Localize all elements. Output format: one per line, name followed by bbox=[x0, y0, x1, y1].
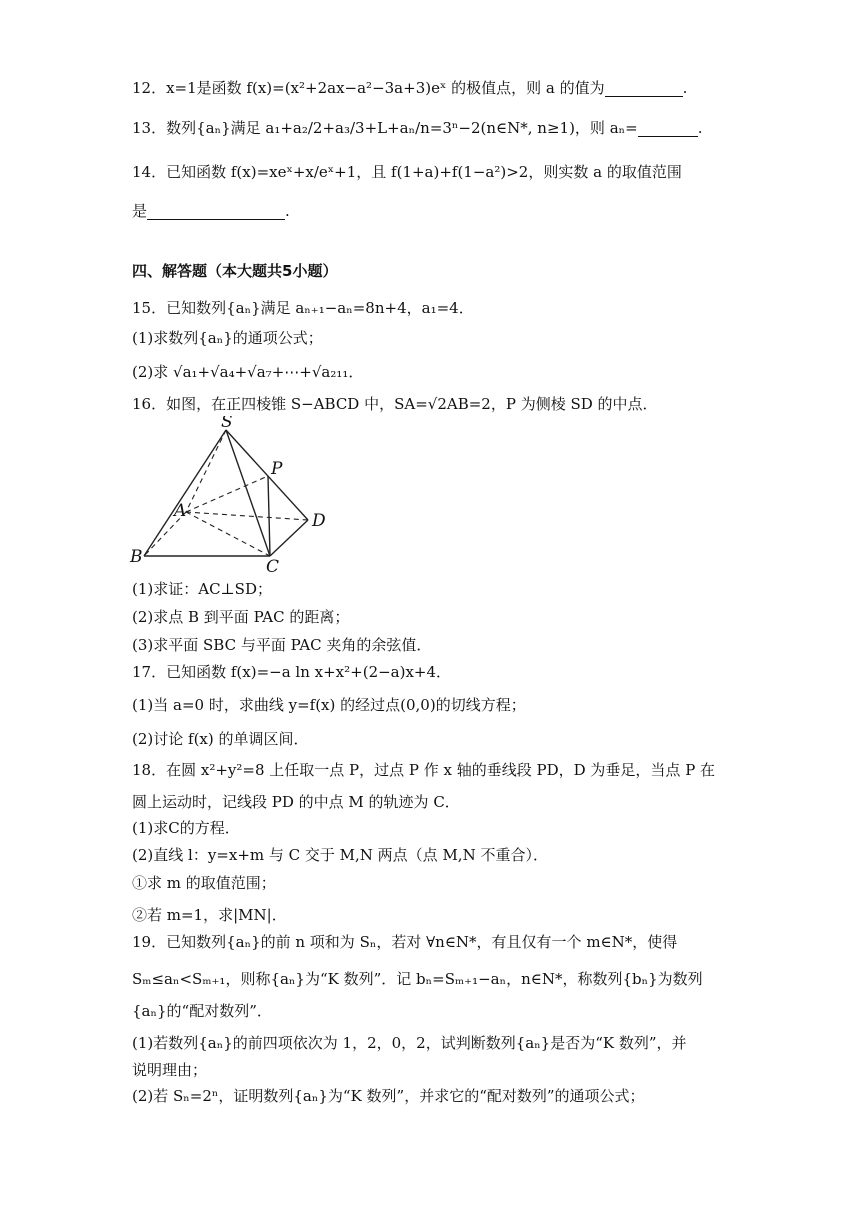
question-16-part-2: (2)求点 B 到平面 PAC 的距离； bbox=[132, 608, 350, 626]
answer-blank-12 bbox=[605, 78, 683, 97]
question-16-part-1: (1)求证：AC⊥SD； bbox=[132, 580, 272, 598]
segment-ap bbox=[186, 476, 268, 512]
question-18-part-2a: ①求 m 的取值范围； bbox=[132, 874, 276, 892]
answer-blank-14 bbox=[147, 201, 285, 220]
question-19-line-3: {aₙ}的“配对数列”． bbox=[132, 1002, 272, 1020]
question-14 bbox=[132, 160, 740, 184]
label-s: S bbox=[221, 416, 233, 432]
question-13-text: 13．数列{aₙ}满足 a₁+a₂/2+a₃/3+L+aₙ/n=3ⁿ−2(n∈N*, n≥1)，则 aₙ= bbox=[132, 119, 638, 137]
label-c: C bbox=[266, 557, 280, 576]
question-17-part-2: (2)讨论 f(x) 的单调区间． bbox=[132, 730, 309, 748]
question-19-part-1a: (1)若数列{aₙ}的前四项依次为 1，2，0，2，试判断数列{aₙ}是否为“K 数列”，并 bbox=[132, 1034, 687, 1052]
question-19-line-1: 19．已知数列{aₙ}的前 n 项和为 Sₙ，若对 ∀n∈N*，有且仅有一个 m∈N*，使得 bbox=[132, 933, 678, 951]
answer-blank-13 bbox=[638, 118, 698, 137]
label-b: B bbox=[130, 547, 143, 567]
question-15-part-1: (1)求数列{aₙ}的通项公式； bbox=[132, 329, 323, 347]
edge-sc bbox=[226, 430, 270, 556]
question-17-stem: 17．已知函数 f(x)=−a ln x+x²+(2−a)x+4． bbox=[132, 663, 452, 681]
edge-sa bbox=[186, 430, 226, 512]
question-18-part-1: (1)求C的方程． bbox=[132, 819, 240, 837]
question-18-stem-cont: 圆上运动时，记线段 PD 的中点 M 的轨迹为 C． bbox=[132, 793, 460, 811]
question-14-cont bbox=[132, 199, 740, 223]
question-16-stem: 16．如图，在正四棱锥 S−ABCD 中，SA=√2AB=2，P 为侧棱 SD 的中点． bbox=[132, 395, 658, 413]
question-12-text: 12．x=1是函数 f(x)=(x²+2ax−a²−3a+3)eˣ 的极值点，则 a 的值为 bbox=[132, 79, 605, 97]
question-13 bbox=[132, 116, 740, 140]
label-a: A bbox=[174, 501, 187, 521]
label-p: P bbox=[271, 459, 283, 479]
question-15-stem: 15．已知数列{aₙ}满足 aₙ₊₁−aₙ=8n+4，a₁=4． bbox=[132, 299, 474, 317]
question-19-part-1b: 说明理由； bbox=[132, 1061, 208, 1079]
question-18-part-2b: ②若 m=1，求|MN|． bbox=[132, 906, 287, 924]
edge-ad bbox=[186, 512, 308, 520]
question-12-tail: . bbox=[682, 79, 688, 97]
question-15-part-2: (2)求 √a₁+√a₄+√a₇+⋯+√a₂₁₁． bbox=[132, 363, 364, 381]
question-14-cont-text: 是 bbox=[132, 202, 148, 220]
pyramid-figure bbox=[128, 416, 338, 576]
question-16-part-3: (3)求平面 SBC 与平面 PAC 夹角的余弦值． bbox=[132, 636, 432, 654]
section-title: 四、解答题（本大题共5小题） bbox=[132, 262, 338, 280]
label-d: D bbox=[312, 511, 326, 531]
segment-pc bbox=[268, 476, 270, 556]
question-18-stem: 18．在圆 x²+y²=8 上任取一点 P，过点 P 作 x 轴的垂线段 PD，D 为垂足，当点 P 在 bbox=[132, 761, 716, 779]
question-17-part-1: (1)当 a=0 时，求曲线 y=f(x) 的经过点(0,0)的切线方程； bbox=[132, 696, 526, 714]
edge-cd bbox=[270, 520, 308, 556]
edge-sb bbox=[144, 430, 226, 556]
question-14-tail: . bbox=[285, 202, 290, 220]
edge-sd bbox=[226, 430, 308, 520]
question-12 bbox=[132, 76, 740, 100]
question-13-tail: . bbox=[697, 119, 703, 137]
question-14-text: 14．已知函数 f(x)=xeˣ+x/eˣ+1，且 f(1+a)+f(1−a²)>2，则实数 a 的取值范围 bbox=[132, 163, 682, 181]
question-19-part-2: (2)若 Sₙ=2ⁿ，证明数列{aₙ}为“K 数列”，并求它的“配对数列”的通项公式； bbox=[132, 1087, 645, 1105]
question-18-part-2: (2)直线 l：y=x+m 与 C 交于 M,N 两点（点 M,N 不重合）． bbox=[132, 846, 548, 864]
question-19-line-2: Sₘ≤aₙ<Sₘ₊₁，则称{aₙ}为“K 数列”．记 bₙ=Sₘ₊₁−aₙ，n∈N*，称数列{bₙ}为数列 bbox=[132, 970, 703, 988]
